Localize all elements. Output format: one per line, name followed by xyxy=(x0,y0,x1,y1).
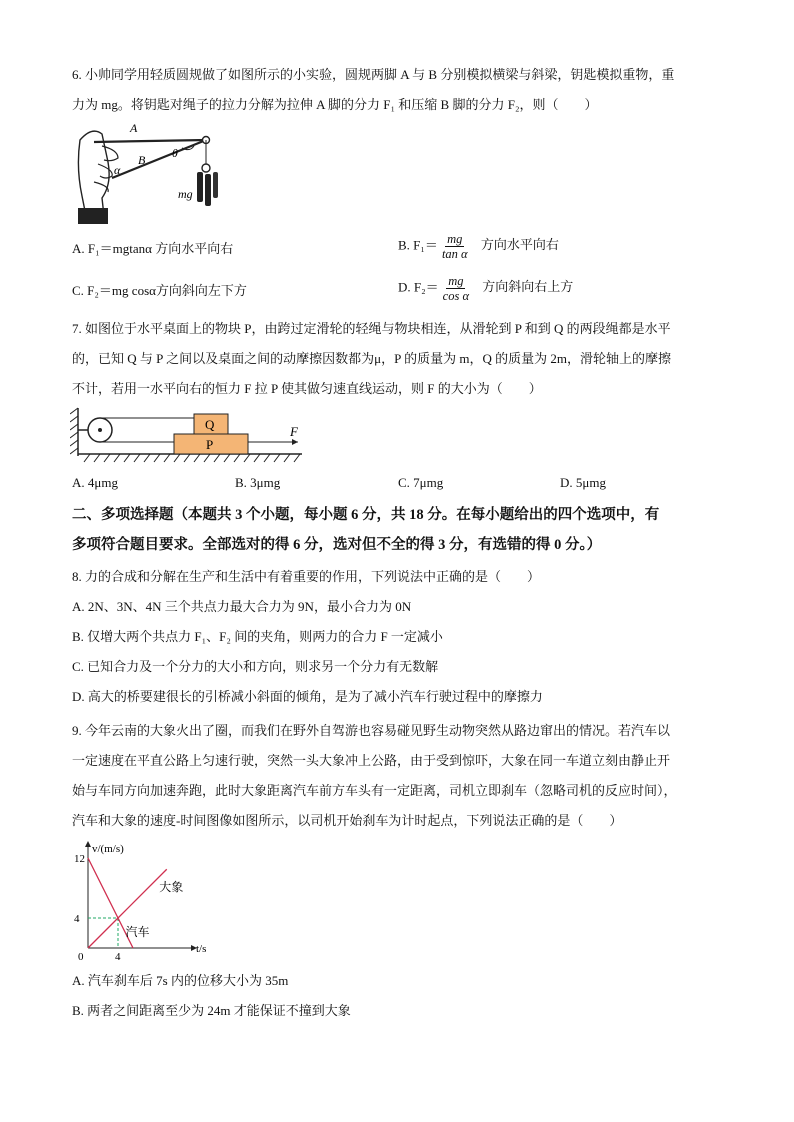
label-f: F xyxy=(290,424,298,439)
fraction-numerator: mg xyxy=(447,232,463,246)
q7-stem-line2: 的，已知 Q 与 P 之间以及桌面之间的动摩擦因数都为μ，P 的质量为 m，Q 的质量为 2m，滑轮轴上的摩擦 xyxy=(72,351,671,366)
origin-label: 0 xyxy=(78,951,84,963)
q7-option-d: D. 5μmg xyxy=(560,475,606,490)
q8-option-c: C. 已知合力及一个分力的大小和方向，则求另一个分力有无数解 xyxy=(72,659,439,674)
label-alpha: α xyxy=(114,163,121,177)
q6-option-d-suffix: 方向斜向右上方 xyxy=(482,279,574,295)
q6-option-b xyxy=(398,232,559,261)
q8-option-d: D. 高大的桥要建很长的引桥减小斜面的倾角，是为了减小汽车行驶过程中的摩擦力 xyxy=(72,689,543,704)
q9-stem-line3: 始与车同方向加速奔跑，此时大象距离汽车前方车头有一定距离，司机立即刹车（忽略司机的反应时间）， xyxy=(72,783,677,798)
q6-option-c: C. F₂＝mg cosα方向斜向左下方 xyxy=(72,283,247,298)
label-theta: θ xyxy=(172,146,178,160)
series-label-elephant: 大象 xyxy=(159,880,184,894)
q9-stem-line4: 汽车和大象的速度-时间图像如图所示，以司机开始刹车为计时起点，下列说法正确的是（ ） xyxy=(72,813,623,828)
label-q: Q xyxy=(205,417,215,432)
fraction-numerator: mg xyxy=(448,274,464,288)
section-heading-line1: 二、多项选择题（本题共 3 个小题，每小题 6 分，共 18 分。在每小题给出的四个选项中，有 xyxy=(72,507,660,523)
y-tick-label: 12 xyxy=(74,853,85,865)
q8-option-b: B. 仅增大两个共点力 F₁、F₂ 间的夹角，则两力的合力 F 一定减小 xyxy=(72,629,443,644)
q7-option-b: B. 3μmg xyxy=(235,475,281,490)
label-b: B xyxy=(138,153,146,167)
q8-option-a: A. 2N、3N、4N 三个共点力最大合力为 9N，最小合力为 0N xyxy=(72,599,412,614)
y-tick-label: 4 xyxy=(74,913,80,925)
y-axis-label: v/(m/s) xyxy=(92,843,124,855)
q6-option-a: A. F₁＝mgtanα 方向水平向右 xyxy=(72,241,234,256)
q7-option-a: A. 4μmg xyxy=(72,475,118,490)
keys-icon xyxy=(197,164,218,206)
velocity-time-chart xyxy=(70,838,230,964)
q7-stem-line3: 不计，若用一水平向右的恒力 F 拉 P 使其做匀速直线运动，则 F 的大小为（ ） xyxy=(72,381,542,396)
q9-option-b: B. 两者之间距离至少为 24m 才能保证不撞到大象 xyxy=(72,1003,351,1018)
x-tick-label: 4 xyxy=(115,951,121,963)
section-heading-line2: 多项符合题目要求。全部选对的得 6 分，选对但不全的得 3 分，有选错的得 0 分。） xyxy=(72,537,602,553)
q6-option-b-fraction xyxy=(440,232,470,261)
label-a: A xyxy=(130,121,138,135)
q6-stem-line2: 力为 mg。将钥匙对绳子的拉力分解为拉伸 A 脚的分力 F₁ 和压缩 B 脚的分力 F₂，则（ ） xyxy=(72,97,598,112)
label-p: P xyxy=(206,437,214,452)
fraction-denominator: tan α xyxy=(441,247,468,261)
label-mg: mg xyxy=(178,187,193,201)
fraction-denominator: cos α xyxy=(442,289,470,303)
q8-stem: 8. 力的合成和分解在生产和生活中有着重要的作用，下列说法中正确的是（ ） xyxy=(72,569,541,584)
q6-option-b-suffix: 方向水平向右 xyxy=(480,237,559,253)
q6-option-d-prefix: D. F₂＝ xyxy=(398,279,439,295)
x-axis-label: t/s xyxy=(196,943,207,955)
q6-option-b-prefix: B. F₁＝ xyxy=(398,237,438,253)
q6-option-d-fraction xyxy=(441,274,471,303)
series-label-car: 汽车 xyxy=(125,925,150,939)
q9-stem-line1: 9. 今年云南的大象火出了圈，而我们在野外自驾游也容易碰见野生动物突然从路边窜出的情况。若汽车以 xyxy=(72,723,671,738)
q6-stem-line1: 6. 小帅同学用轻质圆规做了如图所示的小实验，圆规两脚 A 与 B 分别模拟横梁与斜梁，钥匙模拟重物，重 xyxy=(72,67,675,82)
compass-keys-figure xyxy=(72,118,222,226)
q9-option-a: A. 汽车刹车后 7s 内的位移大小为 35m xyxy=(72,973,289,988)
q7-stem-line1: 7. 如图位于水平桌面上的物块 P，由跨过定滑轮的轻绳与物块相连，从滑轮到 P 和到 Q 的两段绳都是水平 xyxy=(72,321,671,336)
pulley-blocks-figure xyxy=(70,404,306,464)
q7-option-c: C. 7μmg xyxy=(398,475,444,490)
q9-stem-line2: 一定速度在平直公路上匀速行驶，突然一头大象冲上公路，由于受到惊吓，大象在同一车道立刻由静止开 xyxy=(72,753,671,768)
q6-option-d xyxy=(398,274,573,303)
